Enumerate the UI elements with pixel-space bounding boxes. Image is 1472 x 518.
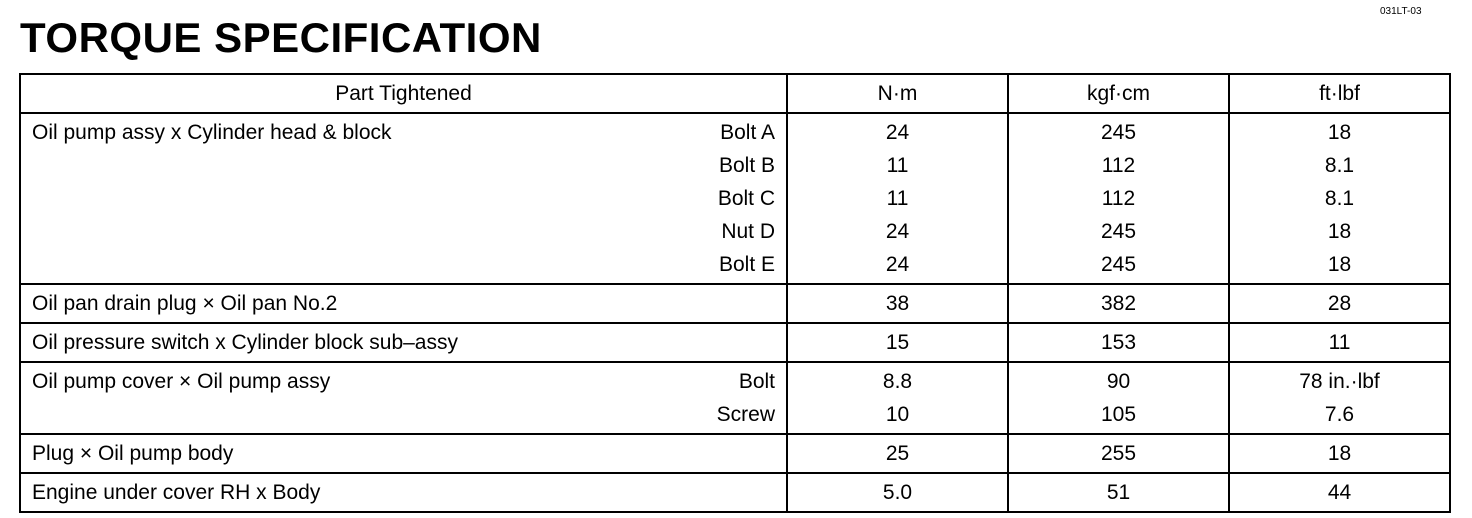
torque-value: 18 <box>1327 220 1352 243</box>
kgfcm-cell <box>1008 323 1229 362</box>
torque-value: 51 <box>1106 481 1131 504</box>
table-row <box>20 113 1450 284</box>
fastener-label: Bolt <box>738 370 775 393</box>
part-name: Oil pump cover × Oil pump assy <box>32 370 331 393</box>
torque-value: 5.0 <box>882 481 913 504</box>
fastener-label: Nut D <box>721 220 775 243</box>
part-cell <box>20 434 787 473</box>
nm-cell <box>787 362 1008 434</box>
torque-table-body <box>20 113 1450 512</box>
ftlbf-cell <box>1229 284 1450 323</box>
table-row <box>20 473 1450 512</box>
ftlbf-cell <box>1229 323 1450 362</box>
torque-value: 8.1 <box>1324 154 1355 177</box>
torque-value: 245 <box>1100 220 1137 243</box>
part-name: Plug × Oil pump body <box>32 442 234 465</box>
table-row <box>20 362 1450 434</box>
torque-value: 18 <box>1327 253 1352 276</box>
ftlbf-cell <box>1229 473 1450 512</box>
torque-value: 44 <box>1327 481 1352 504</box>
torque-value: 24 <box>885 121 910 144</box>
table-row <box>20 434 1450 473</box>
torque-value: 10 <box>885 403 910 426</box>
torque-value: 7.6 <box>1324 403 1355 426</box>
torque-value: 18 <box>1327 121 1352 144</box>
part-cell <box>20 362 787 434</box>
kgfcm-cell <box>1008 434 1229 473</box>
torque-table <box>19 73 1451 513</box>
part-cell <box>20 473 787 512</box>
torque-value: 25 <box>885 442 910 465</box>
torque-value: 255 <box>1100 442 1137 465</box>
torque-value: 78 in.·lbf <box>1299 370 1380 393</box>
kgfcm-cell <box>1008 284 1229 323</box>
fastener-label: Screw <box>716 403 775 426</box>
part-name: Oil pump assy x Cylinder head & block <box>32 121 392 144</box>
kgfcm-cell <box>1008 473 1229 512</box>
torque-value: 18 <box>1327 442 1352 465</box>
table-row <box>20 323 1450 362</box>
nm-cell <box>787 473 1008 512</box>
column-header-nm: N·m <box>787 74 1008 113</box>
column-header-kgfcm: kgf·cm <box>1008 74 1229 113</box>
nm-cell <box>787 284 1008 323</box>
torque-value: 8.1 <box>1324 187 1355 210</box>
nm-cell <box>787 434 1008 473</box>
part-name: Oil pan drain plug × Oil pan No.2 <box>32 292 338 315</box>
torque-value: 245 <box>1100 121 1137 144</box>
torque-value: 11 <box>886 187 909 210</box>
torque-value: 15 <box>885 331 910 354</box>
nm-cell <box>787 113 1008 284</box>
fastener-label: Bolt E <box>718 253 775 276</box>
torque-value: 11 <box>1328 331 1351 354</box>
torque-value: 382 <box>1100 292 1137 315</box>
torque-value: 38 <box>885 292 910 315</box>
fastener-label: Bolt A <box>720 121 775 144</box>
part-name: Engine under cover RH x Body <box>32 481 321 504</box>
column-header-ftlbf: ft·lbf <box>1229 74 1450 113</box>
torque-value: 245 <box>1100 253 1137 276</box>
kgfcm-cell <box>1008 362 1229 434</box>
part-cell <box>20 284 787 323</box>
torque-value: 24 <box>885 253 910 276</box>
ftlbf-cell <box>1229 362 1450 434</box>
document-code: 031LT-03 <box>1380 6 1422 17</box>
page-title: TORQUE SPECIFICATION <box>20 14 542 61</box>
ftlbf-cell <box>1229 434 1450 473</box>
ftlbf-cell <box>1229 113 1450 284</box>
torque-value: 28 <box>1327 292 1352 315</box>
torque-value: 112 <box>1101 187 1136 210</box>
fastener-label: Bolt C <box>717 187 775 210</box>
torque-value: 24 <box>885 220 910 243</box>
torque-value: 90 <box>1106 370 1131 393</box>
kgfcm-cell <box>1008 113 1229 284</box>
column-header-part: Part Tightened <box>20 74 787 113</box>
fastener-label: Bolt B <box>718 154 775 177</box>
part-cell <box>20 323 787 362</box>
torque-value: 11 <box>886 154 909 177</box>
torque-value: 105 <box>1100 403 1137 426</box>
nm-cell <box>787 323 1008 362</box>
torque-value: 153 <box>1100 331 1137 354</box>
torque-value: 8.8 <box>882 370 913 393</box>
part-cell <box>20 113 787 284</box>
part-name: Oil pressure switch x Cylinder block sub–assy <box>32 331 458 354</box>
table-header-row <box>20 74 1450 113</box>
table-row <box>20 284 1450 323</box>
torque-value: 112 <box>1101 154 1136 177</box>
